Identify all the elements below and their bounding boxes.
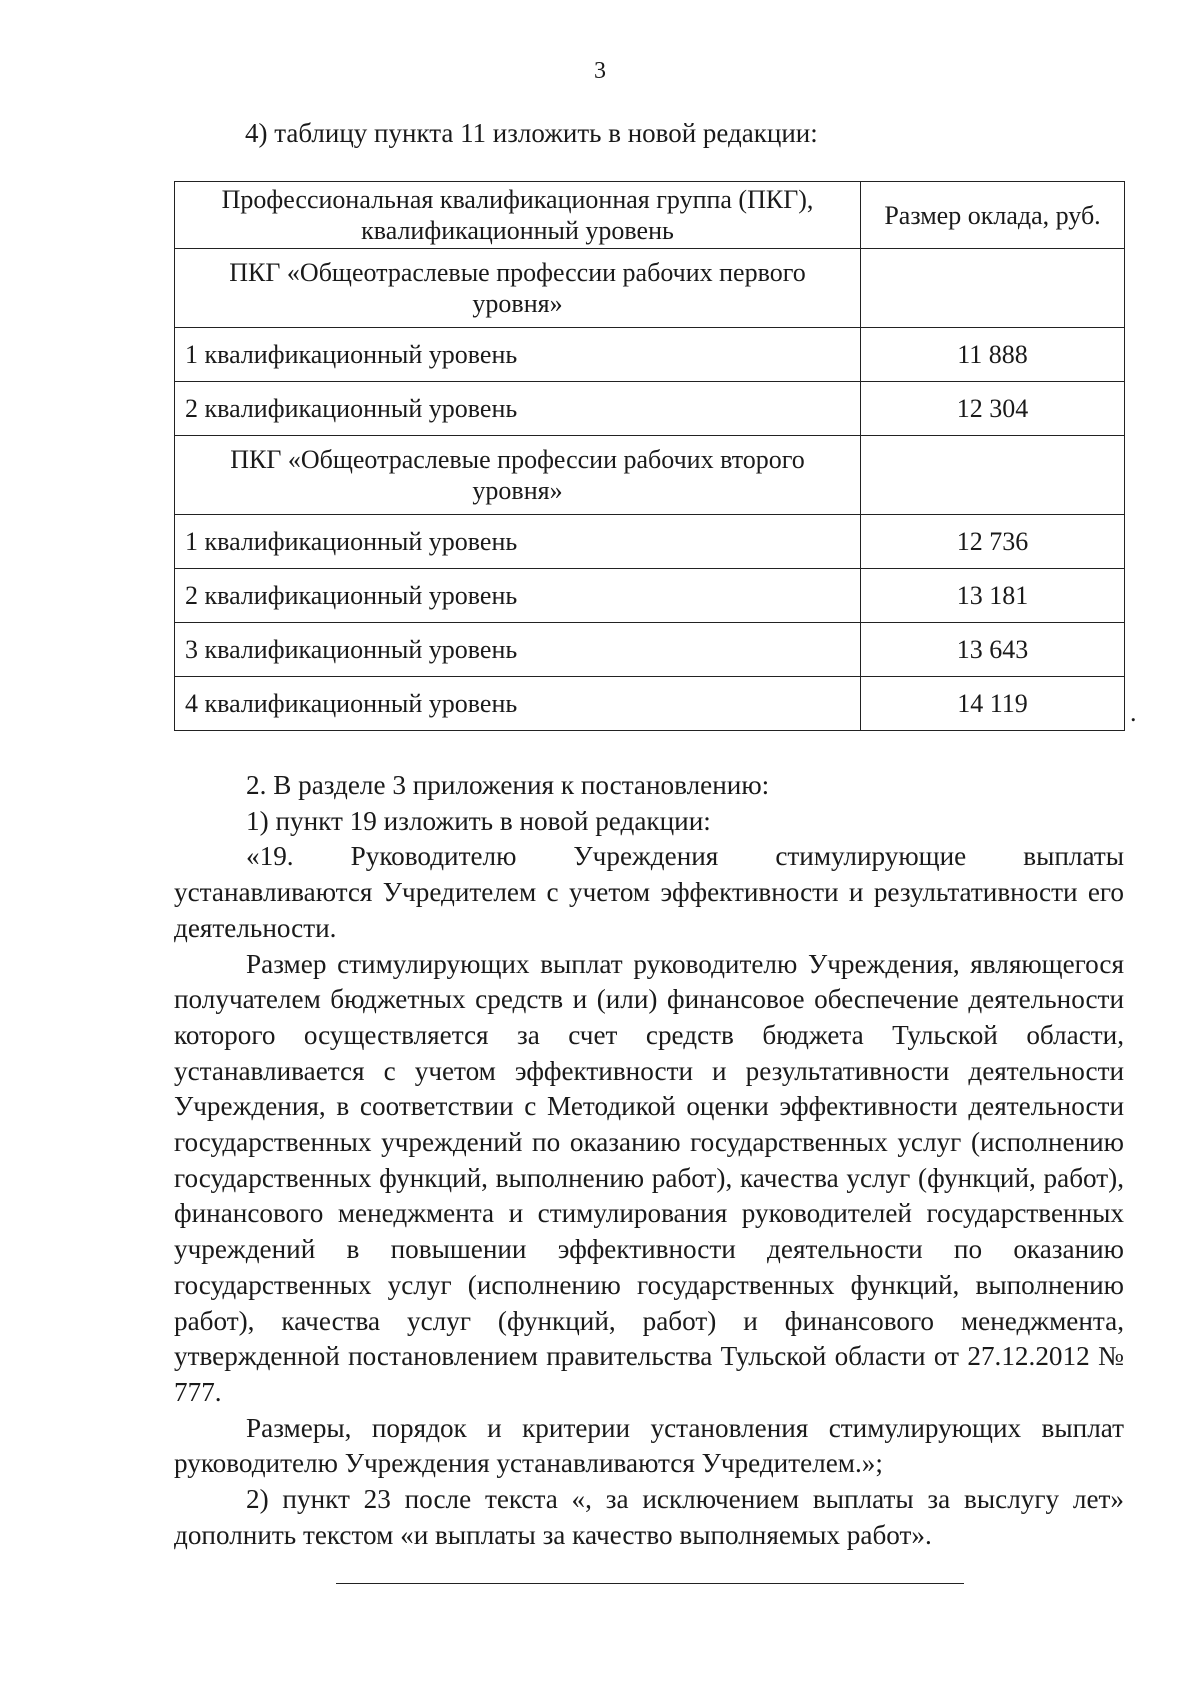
header-salary: Размер оклада, руб. [861,182,1125,249]
table-intro: 4) таблицу пункта 11 изложить в новой редакции: [245,118,818,148]
table-row [175,677,1125,731]
paragraph-point-19: «19. Руководителю Учреждения стимулирующие выплаты устанавливаются Учредителем с учетом эффективности и результативности его деятельности. [174,841,1124,943]
salary-table [174,181,1125,731]
paragraph-bonus-criteria: Размеры, порядок и критерии установления стимулирующих выплат руководителю Учреждения устанавливаются Учредителем.»; [174,1412,1124,1479]
level-name: 2 квалификационный уровень [175,382,861,436]
level-name: 3 квалификационный уровень [175,623,861,677]
table-header-row [175,182,1125,249]
group-salary-empty [861,436,1125,515]
page-number: 3 [594,58,606,84]
paragraph-item-1: 1) пункт 19 изложить в новой редакции: [246,805,711,836]
group-salary-empty [861,249,1125,328]
group-row [175,249,1125,328]
body-text [174,768,1124,1553]
table-row [175,623,1125,677]
level-name: 2 квалификационный уровень [175,569,861,623]
table-row [175,328,1125,382]
level-name: 1 квалификационный уровень [175,515,861,569]
salary-amount: 12 304 [861,382,1125,436]
salary-amount: 12 736 [861,515,1125,569]
salary-amount: 13 181 [861,569,1125,623]
paragraph-item-2: 2) пункт 23 после текста «, за исключением выплаты за выслугу лет» дополнить текстом «и выплаты за качество выполняемых работ». [174,1484,1124,1550]
table-row [175,382,1125,436]
header-group: Профессиональная квалификационная группа (ПКГ), квалификационный уровень [175,182,861,249]
level-name: 1 квалификационный уровень [175,328,861,382]
salary-amount: 14 119 [861,677,1125,731]
table-closing-mark: . [1130,698,1137,727]
group-name: ПКГ «Общеотраслевые профессии рабочих второго уровня» [175,436,861,515]
table-row [175,569,1125,623]
level-name: 4 квалификационный уровень [175,677,861,731]
group-row [175,436,1125,515]
end-divider [336,1583,964,1584]
salary-amount: 13 643 [861,623,1125,677]
paragraph-section-3: 2. В разделе 3 приложения к постановлению: [246,770,770,800]
salary-amount: 11 888 [861,328,1125,382]
table-row [175,515,1125,569]
group-name: ПКГ «Общеотраслевые профессии рабочих первого уровня» [175,249,861,328]
paragraph-bonus-size: Размер стимулирующих выплат руководителю Учреждения, являющегося получателем бюджетных средств и (или) финансовое обеспечение деятельности которого осуществляется за счет средств бюджета Тульской области, устанавливается с учетом эффективности и результативности деятельности Учреждения, в соответствии с Методикой оценки эффективности деятельности государственных учреждений по оказанию государственных услуг (исполнению государственных функций, выполнению работ), качества услуг (функций, работ), финансового менеджмента и стимулирования руководителей государственных учреждений в повышении эффективности деятельности по оказанию государственных услуг (исполнению государственных функций, выполнению работ), качества услуг (функций, работ) и финансового менеджмента, утвержденной постановлением правительства Тульской области от 27.12.2012 № 777. [174,948,1124,1407]
